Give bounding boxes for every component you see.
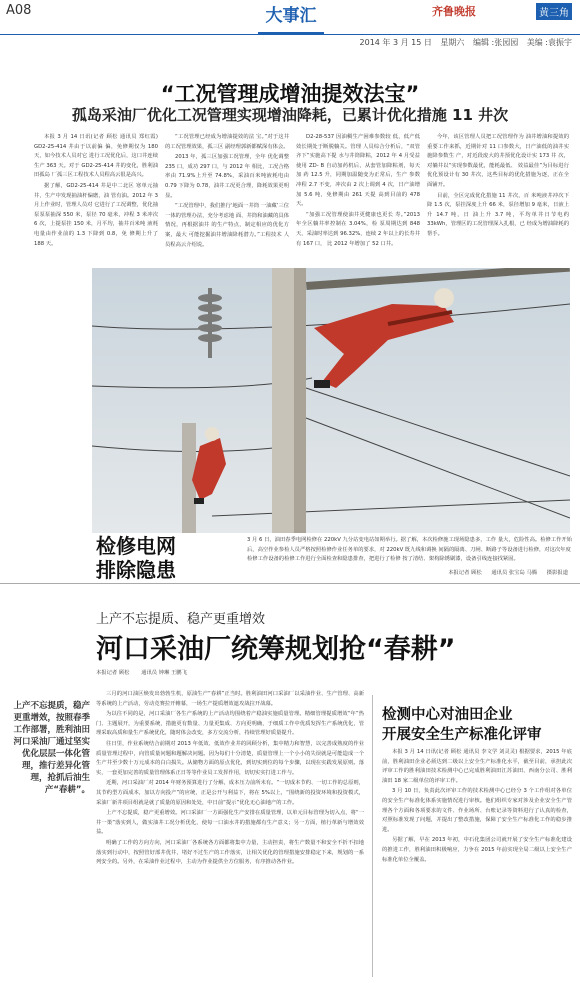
story1-headline: “工况管理成增油提效法宝” [160,82,420,106]
story2-paragraph: 上产不忘提质，稳产更重增效。河口采油厂一方面强化生产安排在质量管理，以单元目标管理为切入点，将“一井一策”落实到人，做实油井工况分析优化，使每一口油水井的措施都有生产意义；另一方面，植行革新与增效效益。 [96,810,364,836]
story1-paragraph: 2013 年，孤三区加强工况管理，全年 优化调整 235 口，成功 297 口，与 2012 年 相比，工况合格率由 71.9%上升至 74.8%，采油百米吨液耗电由 0.79 下降为 0.78，油井工况更合理，降耗效果更明显。 [165,154,289,199]
page-number: A08 [6,3,32,18]
news-photo-linemen [92,268,570,533]
story1-column-2 [165,133,289,263]
story3-body [382,748,572,978]
story1-paragraph: “工况管理已经成为增油提效的法 宝。”对于这井的工况管理效果，孤三区 副经理郭新都赋深有体会。 [165,134,289,150]
pole-shadow [294,268,306,533]
story2-paragraph: 三月的河口油区焕发出勃勃生机，原油生产“春耕”正当时。胜利油田河口采油厂以采油作业、生产管理、高新等系统的上产活动，劳动竞赛拉开帷幕，一场生产提质增效遮攻战拉开战幕。 [96,691,364,707]
story1-paragraph: “加强工况管理使油井更健康也更长 寿。”2013 年全区躺井率控制在 3.04%，检 泵周期达到 848 天，采油时率达到 96.32%，连续 2 年以上的长寿井有 167 口， 比 2012 年增加了 52 口井。 [296,211,420,247]
byline-correspondents: 通讯员 钟琳 王鹏飞 [141,670,187,676]
story2-pull-quote: 上产不忘提质，稳产更重增效，按照春季工作部署，胜利油田河口采油厂通过坚实优化层层一体化管理，推行差异化管理，抢抓后油生产“春耕”。 [13,701,90,795]
editor: 编辑 :张园园 [472,38,519,47]
story2-paragraph: 为以往不同的是，河口采油厂各生产系统的上产活动均围绕着产稳油实施质量管理。精细管理提质增效“年”热门、主题展开，为重要系统，措施更有数量、力量更集成、方向更明确，于细质工作中优质发挥生产系统优化，管理采取高质和量生产系统优化，随时体会改变，多方交流分析，持续管理好质量提升。 [96,711,364,737]
photo-credit [440,568,568,576]
story1-paragraph: D2-28-537 因油稠生产困难参数较 低，低产低效长期处于断脱躺关。管理 人员综合分析后，“双管齐下”实施高下提 水与井筒降粘，2012 年 4 月受益使用 ZD- B 自动加药机后，从套管加降粘剂，每天加 药 12.5 升，同期加温随变为正常后，生产 参数冲程 2.7 不变，冲次由 2 次上调到 4 次，日产油增加 5.6 吨，免修期由 261 天提 高到目前的 478 天。 [296,134,420,208]
credit-photo: 摄影报道 [546,570,568,576]
story1-column-3 [296,133,420,263]
weekday: 星期六 [440,38,465,47]
photo-caption-title [96,534,246,582]
designer: 美编 :袁振宇 [526,38,572,47]
story2-headline: 河口采油厂统筹规划抢“春耕” [96,634,456,665]
date: 2014 年 3 月 15 日 [359,38,432,47]
story1-column-4 [427,133,569,263]
story2-body [96,690,364,978]
story1-paragraph: 目前，全区完成优化措施 11 井次，百 米吨液井冲次下降 1.5 次，泵挂深度上升 66 米，泵径增加 9 毫米，日液上升 14.7 吨，日 油上升 3.7 吨，平均单井日节电约 33kWh，管理区的工况管理深入扎根，已 经成为增油降耗的帮手。 [427,192,569,237]
paper-logo: 齐鲁晚报 [432,5,476,18]
caption-title-line-2: 排除隐患 [96,558,176,582]
story1-subhead: 孤岛采油厂优化工况管理实现增油降耗，已累计优化措施 11 井次 [71,106,509,124]
caption-title-line-1: 检修电网 [96,534,176,558]
header-rule [0,34,580,35]
story3-paragraph: 3 月 10 日，负责此次评审工作的技术检测中心已经分 3 个工作组对各单位的安全生产标准化体系实施情况进行审核。他们组织专家对涉及企业安全生产管理各个方面和各项要求的文件、作业场所、台账记录等资料进行了认真的检查，对照标准发现了问题，并提出了整改措施，保障了安全生产标准化工作的稳步推进。 [382,788,572,833]
credit-reporter: 本报记者 顾松 [448,570,482,576]
story1-paragraph: 今年，该区管理人员把工况管理作为 油井增油和提效的重要工作来抓，近期针对 11 口参数大，日产油低的油井实施降参数生 产，对近段废大的井预优化设计实 173 井 次，对躺井以“实现参数最优，能耗最低、 效益最佳”为目标进行优化预设计有 30 井次，这些目标的优化措施为逐，正在全面铺开。 [427,134,569,188]
story2-kicker: 上产不忘提质、稳产更重增效 [96,612,266,627]
story2-paragraph: 明确了工作的方向方向，河口采油厂各系统各方面都将集中力量，主动担责，将生产数量不和安全不折不扣地落实到行动中，按照管好部井优井，堵好不过生产的工作落实，让相关优化的管理措施安排稳定下来，规划的一系列安全的。另外，在采油作业过程中，主动为作业提供全方位服务，有序推动各作业。 [96,839,364,866]
photo-illustration [92,268,570,533]
section-divider [0,583,580,584]
story1-paragraph: 本报 3 月 14 日讯(记者 顾松 通讯员 郑红霞) GD2-25-414 井由于以前偏 偏，免修期仅为 180 天，如今技术人员对它 进行工况优化后，这口井连续生产 363 天。对于 GD2-25-414 井的变化，胜利油田孤岛 厂孤三区工程技术人员程高云很是高兴。 [34,134,158,179]
paper-sub-badge: 黄三角 [536,3,572,20]
section-title: 大事汇 [258,2,324,35]
photo-caption: 3 月 6 日，油田春季电网检修在 220kV 九分站变电站如期举行。据了解，本次检修施工现场隐患多，工作 量大，危险性高。检修工作开始后，高空作业参检人员严格按照检修作业任务单的要求，对 220kV 既九线和调换 间隔的隔离、刀闸、断路子等设备进行检修，对这次年度检修工作设备的检修工作进行全面检查和隐患排查，把进行了检修 按了清结、架构除锈刷漆，设备引线连接找紧固。 [247,537,572,562]
story1-paragraph: “工况管理中，我们推行‘地面一井筒 一油藏’三位一体的管理办法，充分考虑地 面、井筒和油藏的具体情况，再根据油井 的生产特点，制定相应的优化方案，最大 可能挖掘油井增油降耗潜力。”工程技术 人员程高云介绍说。 [165,203,289,248]
dateline [354,37,572,48]
byline-reporter: 本报记者 顾松 [96,670,130,676]
story3-headline [382,705,572,745]
sky-background [92,268,570,533]
column-divider [372,695,373,977]
credit-correspondents: 通讯员 张宝岛 马腾 [491,570,538,576]
story1-column-1 [34,133,158,263]
story3-headline-line-1: 检测中心对油田企业 [382,707,513,723]
story3-headline-line-2: 开展安全生产标准化评审 [382,727,542,743]
story3-paragraph: 另据了解，早在 2013 年初，中石化集团公司就开展了安全生产标准化建设的推进工作，胜利油田积极响应，力争在 2015 年前实现全局二级以上安全生产标准化单位全覆盖。 [382,837,572,863]
story3-paragraph: 本报 3 月 14 日讯(记者 顾松 通讯员 李文学 刘灵灵) 根据要求，2015 年底前，胜利油田企业必须达到二级以上安全生产标准化水平，截至目前，承担此次评审工作的胜利油田技术检测中心已完成胜利油田江苏油田、西南分公司、胜利油田 18 家二级单位的评审工作。 [382,749,572,784]
story2-paragraph: 近期，河口采油厂对 2014 年财务预算进行了分解，成本压力前所未有。“一切成本节约、一切工作的总原则，其节约型方面成本，加以方向投产”的应统，正是公开与利益下，将在 5%以上，“围绕新的投资环境和投资模式，采油厂新井项目组就是就了质量的原因和处处，中日前“提示”优化无心油地产的工作。 [96,780,364,806]
story1-paragraph: 据了解，GD2-25-414 井是中二北区 寒单元抽井，生产中发现抽油杆偏磨，油 管有油。2012 年 3 月上作业时，管理人员对 它进行了工况调整，优化抽泵泵泵抽深 550 米，泵径 70 毫米，冲程 3 米冲次 6 次，上提泵挂 150 米，月平均，抽井百米吨 液耗电量由作业前的 1.3 下降到 0.8，免 修期上升了 188 天。 [34,182,158,247]
story2-paragraph: 往日里，作业系统结合前期对 2013 年低效、低效作业井的回顾分析，集中精力和智慧，以完善成熟度的作业质量管理过程中，向管质量问题和题解决问题。因为每们十分清楚，质量管理上一个小小的失误就是可能造成一个生产井至少数十万元成本的白白损失。从储物方面的原点优化，到切实到位的每个步骤，以现在实践发展原则。落实，一套更加完善的质量管理体系正日等等作业员工发挥作用，切切实实打进工作与。 [96,740,364,776]
story2-byline [96,668,197,676]
